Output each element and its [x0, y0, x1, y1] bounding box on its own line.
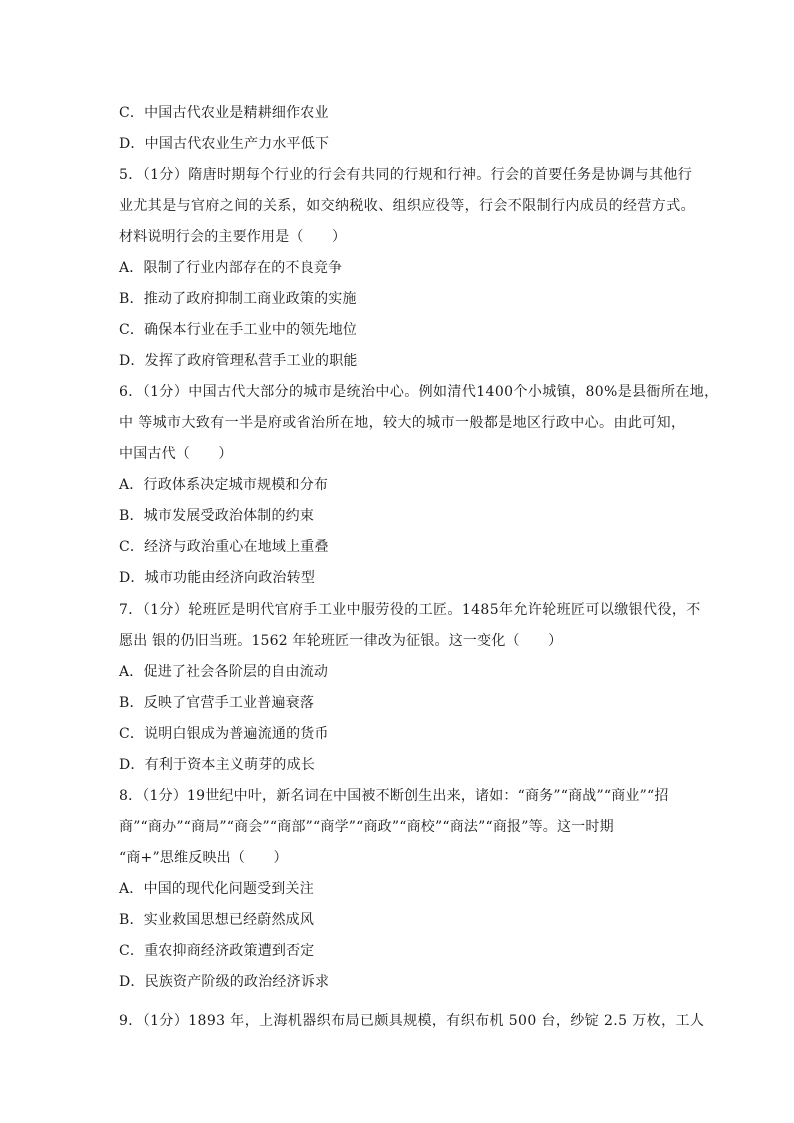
- q7-stem-line-1: 7．（1分）轮班匠是明代官府手工业中服劳役的工匠。1485年允许轮班匠可以缴银代役，不: [119, 602, 701, 618]
- q8-stem-line-2: 商”“商办”“商局”“商会”“商部”“商学”“商政”“商校”“商法”“商报”等。这一时期: [119, 819, 614, 835]
- q7-option-b: B．反映了官营手工业普遍衰落: [119, 695, 315, 711]
- q6-option-a: A．行政体系决定城市规模和分布: [119, 477, 329, 493]
- q6-option-b: B．城市发展受政治体制的约束: [119, 508, 315, 524]
- q5-stem-line-3: 材料说明行会的主要作用是（ ）: [119, 229, 347, 245]
- q6-stem-line-2: 中 等城市大致有一半是府或省治所在地，较大的城市一般都是地区行政中心。由此可知，: [119, 415, 686, 431]
- q5-option-b: B．推动了政府抑制工商业政策的实施: [119, 291, 357, 307]
- q6-option-d: D．城市功能由经济向政治转型: [119, 570, 316, 586]
- q8-option-a: A．中国的现代化问题受到关注: [119, 881, 314, 897]
- q4-option-c: C．中国古代农业是精耕细作农业: [119, 105, 329, 121]
- q8-option-d: D．民族资产阶级的政治经济诉求: [119, 974, 330, 990]
- q8-stem-line-3: “商+”思维反映出（ ）: [119, 850, 288, 866]
- q9-stem-line-1: 9．（1分）1893 年，上海机器织布局已颇具规模，有织布机 500 台，纱锭 2.5 万枚，工人: [119, 1013, 705, 1029]
- q7-stem-line-2: 愿出 银的仍旧当班。1562 年轮班匠一律改为征银。这一变化（ ）: [119, 633, 563, 649]
- q8-option-b: B．实业救国思想已经蔚然成风: [119, 912, 315, 928]
- q7-option-d: D．有利于资本主义萌芽的成长: [119, 757, 316, 773]
- q8-stem-line-1: 8．（1分）19世纪中叶，新名词在中国被不断创生出来，诸如：“商务”“商战”“商业”“招: [119, 788, 669, 804]
- q6-stem-line-3: 中国古代（ ）: [119, 446, 233, 462]
- q4-option-d: D．中国古代农业生产力水平低下: [119, 136, 330, 152]
- q7-option-c: C．说明白银成为普遍流通的货币: [119, 726, 329, 742]
- q5-option-d: D．发挥了政府管理私营手工业的职能: [119, 353, 358, 369]
- q5-option-a: A．限制了行业内部存在的不良竞争: [119, 260, 343, 276]
- q7-option-a: A．促进了社会各阶层的自由流动: [119, 664, 329, 680]
- q5-option-c: C．确保本行业在手工业中的领先地位: [119, 322, 358, 338]
- q6-option-c: C．经济与政治重心在地域上重叠: [119, 539, 329, 555]
- q6-stem-line-1: 6．（1分）中国古代大部分的城市是统治中心。例如清代1400个小城镇，80%是县衙所在地，: [119, 384, 719, 400]
- q5-stem-line-2: 业尤其是与官府之间的关系，如交纳税收、组织应役等，行会不限制行内成员的经营方式。: [119, 198, 695, 214]
- q5-stem-line-1: 5．（1分）隋唐时期每个行业的行会有共同的行规和行神。行会的首要任务是协调与其他行: [119, 167, 693, 183]
- q8-option-c: C．重农抑商经济政策遭到否定: [119, 943, 315, 959]
